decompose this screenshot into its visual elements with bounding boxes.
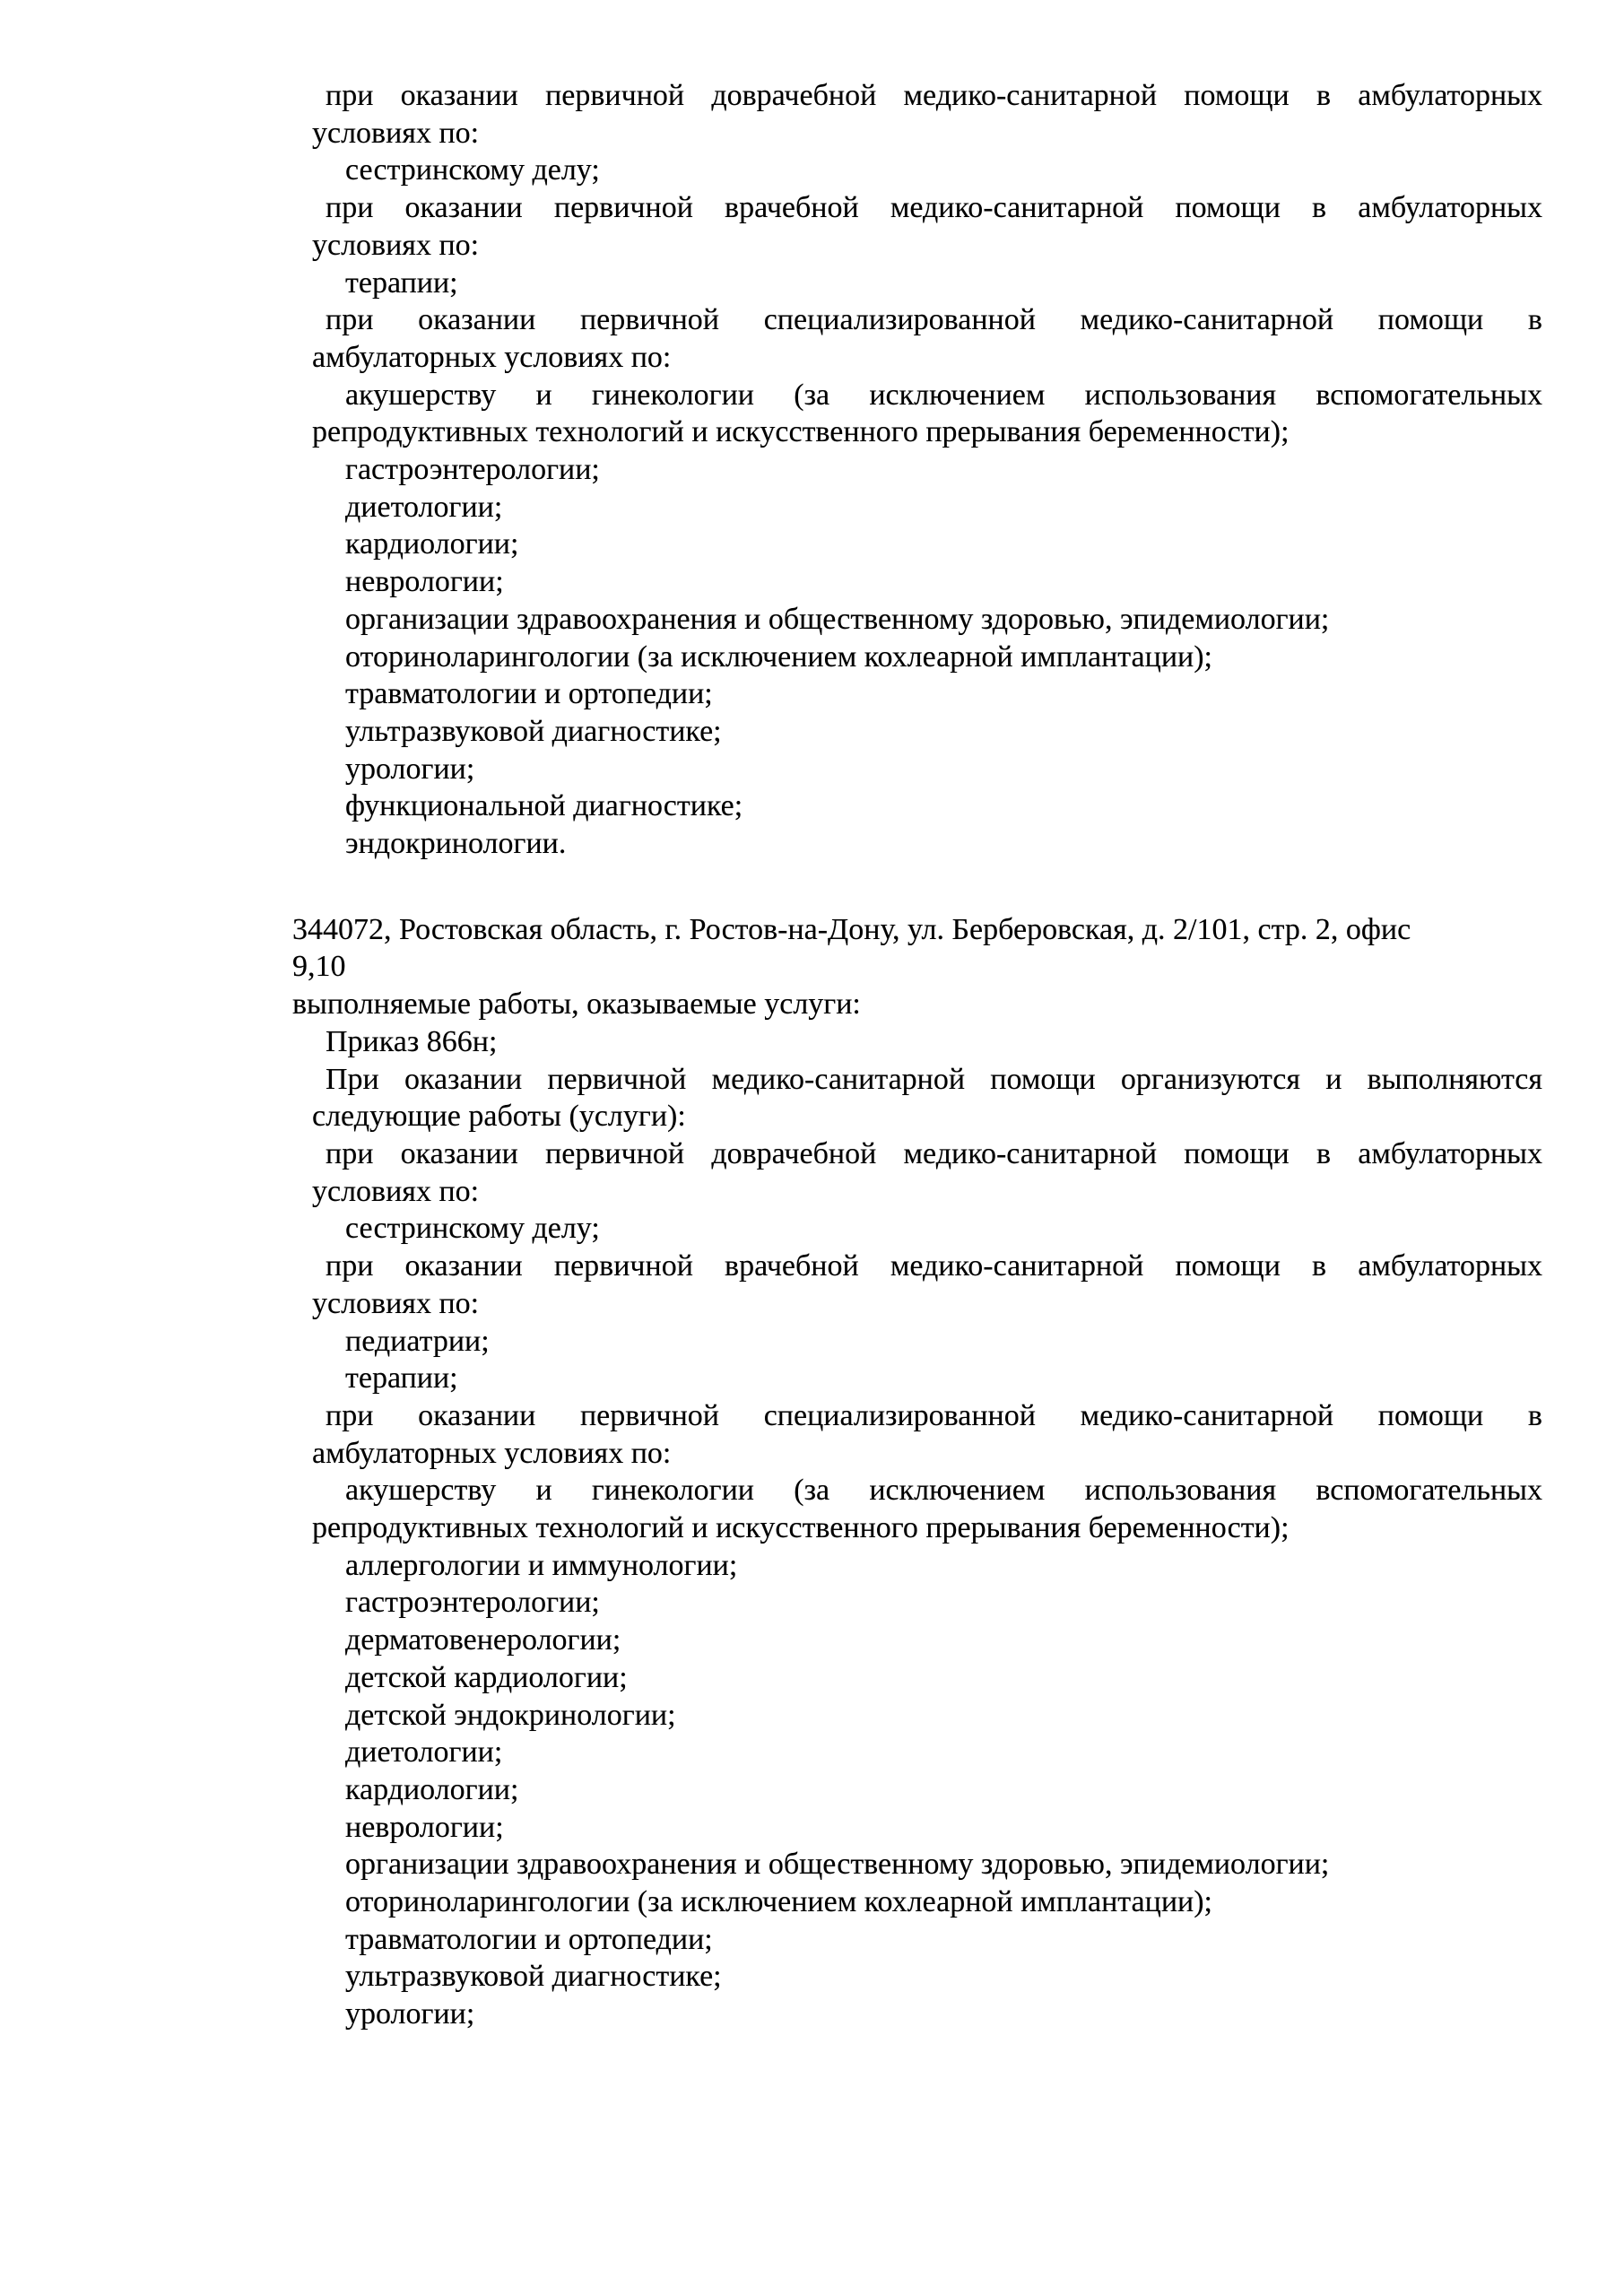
text-line: кардиологии; bbox=[345, 1772, 519, 1806]
text-line: гастроэнтерологии; bbox=[345, 1586, 600, 1620]
text-line: терапии; bbox=[345, 1361, 458, 1396]
section-gap bbox=[0, 863, 1624, 911]
text-line: терапии; bbox=[345, 265, 458, 300]
section-address bbox=[292, 911, 1542, 1023]
text-line: при оказании первичной врачебной медико-санитарной помощи в амбулаторных bbox=[326, 191, 1542, 225]
text-line: сестринскому делу; bbox=[345, 1212, 600, 1246]
text-line: выполняемые работы, оказываемые услуги: bbox=[292, 987, 861, 1022]
text-line: диетологии; bbox=[345, 490, 503, 524]
text-line: условиях по: bbox=[312, 228, 480, 262]
text-line: урологии; bbox=[345, 752, 475, 786]
text-line: функциональной диагностике; bbox=[345, 789, 743, 823]
text-line: травматологии и ортопедии; bbox=[345, 677, 713, 711]
text-line: амбулаторных условиях по: bbox=[312, 340, 672, 374]
text-line: организации здравоохранения и общественному здоровью, эпидемиологии; bbox=[345, 602, 1330, 636]
text-line: оториноларингологии (за исключением кохлеарной имплантации); bbox=[345, 1885, 1212, 1919]
text-line: Приказ 866н; bbox=[326, 1024, 498, 1058]
text-line: диетологии; bbox=[345, 1735, 503, 1770]
text-line: При оказании первичной медико-санитарной помощи организуются и выполняются bbox=[326, 1062, 1542, 1096]
section-services bbox=[312, 1023, 1542, 2033]
text-line: 344072, Ростовская область, г. Ростов-на-Дону, ул. Берберовская, д. 2/101, стр. 2, офис bbox=[292, 912, 1411, 946]
text-line: следующие работы (услуги): bbox=[312, 1100, 686, 1134]
text-line: при оказании первичной доврачебной медико-санитарной помощи в амбулаторных bbox=[326, 79, 1542, 112]
text-line: условиях по: bbox=[312, 1286, 480, 1320]
text-line: гастроэнтерологии; bbox=[345, 453, 600, 487]
text-line: ультразвуковой диагностике; bbox=[345, 1960, 722, 1994]
text-line: педиатрии; bbox=[345, 1324, 490, 1358]
text-line: неврологии; bbox=[345, 565, 504, 599]
text-line: акушерству и гинекологии (за исключением использования вспомогательных bbox=[345, 1474, 1542, 1508]
text-line: оториноларингологии (за исключением кохлеарной имплантации); bbox=[345, 639, 1212, 674]
text-line: 9,10 bbox=[292, 950, 346, 984]
text-line: сестринскому делу; bbox=[345, 153, 600, 187]
text-line: условиях по: bbox=[312, 116, 480, 150]
text-line: травматологии и ортопедии; bbox=[345, 1922, 713, 1956]
text-line: детской эндокринологии; bbox=[345, 1698, 676, 1732]
text-line: аллергологии и иммунологии; bbox=[345, 1548, 738, 1582]
text-line: урологии; bbox=[345, 1997, 475, 2031]
text-line: репродуктивных технологий и искусственного прерывания беременности); bbox=[312, 415, 1290, 449]
text-line: организации здравоохранения и общественному здоровью, эпидемиологии; bbox=[345, 1848, 1330, 1882]
section-services-continued bbox=[312, 77, 1542, 863]
text-line: при оказании первичной специализированной медико-санитарной помощи в bbox=[326, 1398, 1542, 1432]
text-line: ультразвуковой диагностике; bbox=[345, 714, 722, 748]
text-line: акушерству и гинекологии (за исключением использования вспомогательных bbox=[345, 378, 1542, 412]
text-line: при оказании первичной врачебной медико-санитарной помощи в амбулаторных bbox=[326, 1249, 1542, 1283]
text-line: при оказании первичной доврачебной медико-санитарной помощи в амбулаторных bbox=[326, 1136, 1542, 1170]
text-line: репродуктивных технологий и искусственного прерывания беременности); bbox=[312, 1511, 1290, 1545]
text-line: кардиологии; bbox=[345, 527, 519, 561]
text-line: при оказании первичной специализированной медико-санитарной помощи в bbox=[326, 303, 1542, 337]
text-line: амбулаторных условиях по: bbox=[312, 1436, 672, 1470]
text-line: условиях по: bbox=[312, 1174, 480, 1208]
text-line: дерматовенерологии; bbox=[345, 1623, 621, 1657]
text-line: эндокринологии. bbox=[345, 827, 567, 861]
text-line: детской кардиологии; bbox=[345, 1660, 628, 1694]
text-line: неврологии; bbox=[345, 1810, 504, 1844]
